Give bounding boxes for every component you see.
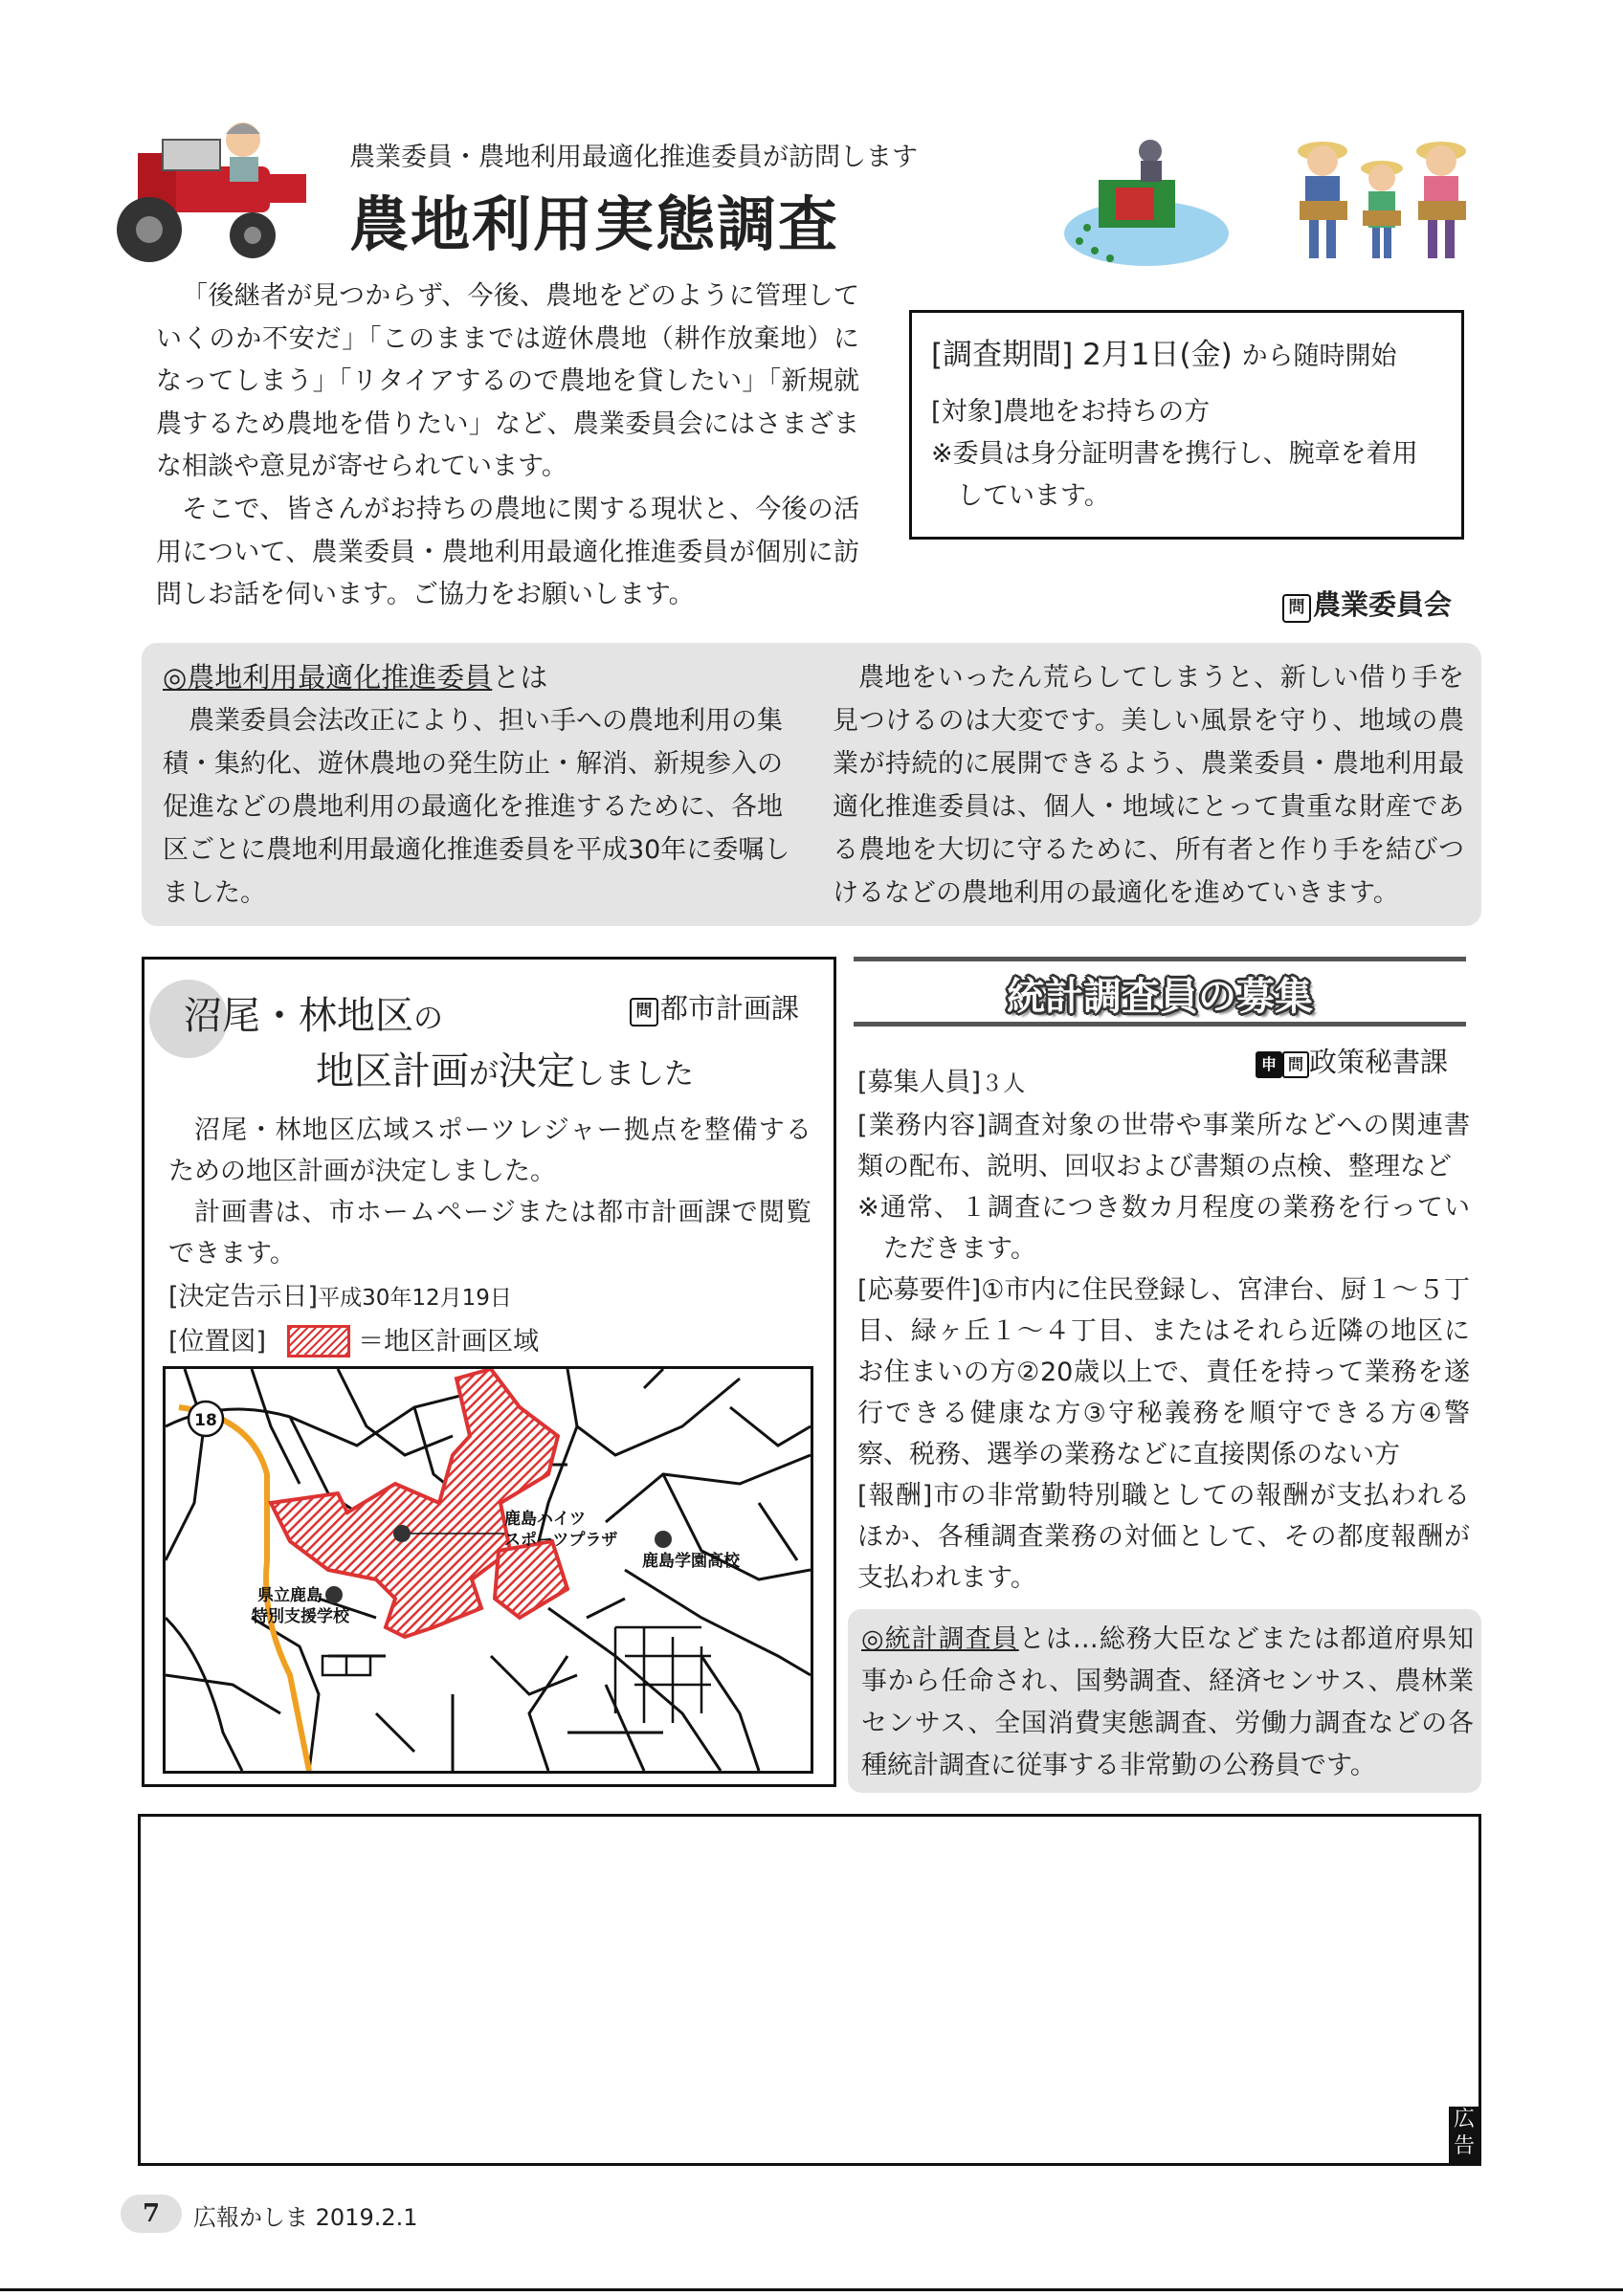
high-school-marker-icon — [655, 1531, 672, 1548]
advertisement-box — [138, 1814, 1481, 2166]
duty-description — [857, 1105, 1470, 1187]
article1-paragraph: 「後継者が見つからず、今後、農地をどのように管理していくのか不安だ」「このままでは遊休農地（耕作放棄地）になってしまう」「リタイアするので農地を貸したい」「新規就農するため農地を借りたい」など、農業委員会にはさまざまな相談や意見が寄せられています。 — [156, 281, 859, 482]
duty-label: [業務内容] — [857, 1111, 987, 1140]
article1-contact — [1282, 584, 1452, 623]
publication-name: 広報かしま — [193, 2204, 308, 2231]
route-number: 18 — [194, 1411, 217, 1430]
statistics-info-body: 総務大臣などまたは都道府県知事から任命され、国勢調査、経済センサス、農林業センサス、全国消費実態調査、労働力調査などの各種統計調査に従事する非常勤の公務員です。 — [861, 1624, 1475, 1780]
special-school-label: 特別支援学校 — [252, 1607, 349, 1626]
survey-period-value: 2月1日(金) — [1082, 338, 1233, 372]
district-plan-title-line1 — [184, 985, 443, 1040]
page-number: 7 — [121, 2195, 182, 2233]
title-ending: しました — [575, 1057, 694, 1092]
recruit-details — [857, 1062, 1470, 1599]
inquiry-icon: 問 — [1282, 1051, 1309, 1078]
statistics-info-heading: ◎統計調査員 — [861, 1624, 1019, 1654]
footer-publication — [193, 2198, 418, 2232]
high-school-label: 鹿島学園高校 — [642, 1552, 740, 1571]
inquiry-icon: 問 — [630, 998, 658, 1027]
committee-info-left — [163, 656, 794, 915]
committee-info-left-text: 農業委員会法改正により、担い手への農地利用の集積・集約化、遊休農地の発生防止・解消、新規参入の促進などの農地利用の最適化を推進するために、各地区ごとに農地利用最適化推進委員を平成30年に委嘱しました。 — [163, 706, 790, 908]
article2-paragraph: 計画書は、市ホームページまたは都市計画課で閲覧できます。 — [168, 1198, 812, 1269]
title-particle: が — [469, 1057, 499, 1092]
notice-date-value: 平成30年12月19日 — [318, 1286, 512, 1311]
map-grid — [322, 1627, 711, 1723]
title-word-decided: 決定 — [499, 1049, 575, 1093]
district-plan-area-south — [495, 1541, 567, 1618]
target-value: 農地をお持ちの方 — [1003, 397, 1211, 427]
requirements — [857, 1269, 1470, 1475]
advertisement-label: 広告 — [1449, 2107, 1479, 2164]
statistics-info-text — [861, 1619, 1474, 1787]
notice-date — [168, 1276, 812, 1319]
publication-date: 2019.2.1 — [315, 2204, 418, 2231]
footer-rule — [0, 2288, 1623, 2291]
article1-kicker: 農業委員・農地利用最適化推進委員が訪問します — [349, 143, 918, 172]
article3-contact-dept: 政策秘書課 — [1309, 1046, 1449, 1078]
recruit-count-value: ３人 — [981, 1071, 1026, 1096]
duty-note: ※通常、１調査につき数カ月程度の業務を行っていただきます。 — [857, 1193, 1470, 1264]
article1-contact-dept: 農業委員会 — [1313, 588, 1453, 621]
district-name: 沼尾・林地区 — [184, 994, 413, 1038]
rice-planter-illustration — [1060, 136, 1233, 270]
map-legend — [168, 1320, 539, 1358]
recruit-count — [857, 1062, 1470, 1105]
sports-plaza-marker-icon — [393, 1525, 411, 1542]
special-school-label: 県立鹿島 — [257, 1586, 322, 1605]
survey-period-label: [調査期間] — [931, 338, 1074, 372]
district-plan-title-line2 — [316, 1041, 694, 1095]
committee-info-heading-suffix: とは — [492, 661, 548, 694]
survey-period-box — [909, 310, 1464, 540]
article2-contact-dept: 都市計画課 — [660, 992, 800, 1025]
article1-paragraph: そこで、皆さんがお持ちの農地に関する現状と、今後の活用について、農業委員・農地利用最適化推進委員が個別に訪問しお話を伺います。ご協力をお願いします。 — [156, 494, 859, 610]
article2-body — [168, 1110, 812, 1319]
special-school-marker-icon — [325, 1586, 343, 1603]
sports-plaza-label: スポーツプラザ — [504, 1531, 618, 1550]
map-legend-text: ＝地区計画区域 — [358, 1327, 540, 1357]
article1-title: 農地利用実態調査 — [349, 189, 840, 259]
location-map — [163, 1366, 813, 1774]
compensation-value: 市の非常勤特別職としての報酬が支払われるほか、各種調査業務の対価として、その都度報酬が支払われます。 — [857, 1481, 1470, 1593]
survey-note: ※委員は身分証明書を携行し、腕章を着用しています。 — [931, 439, 1418, 511]
survey-period-suffix: から随時開始 — [1241, 342, 1397, 371]
apply-icon: 申 — [1256, 1051, 1282, 1078]
recruit-count-label: [募集人員] — [857, 1068, 982, 1097]
hatch-swatch-icon — [287, 1325, 350, 1358]
sports-plaza-label: 鹿島ハイツ — [504, 1510, 586, 1529]
recruit-rule-top — [854, 957, 1466, 961]
committee-info-heading: ◎農地利用最適化推進委員 — [163, 661, 493, 694]
compensation-label: [報酬] — [857, 1481, 933, 1511]
requirements-label: [応募要件] — [857, 1275, 982, 1305]
article2-paragraph: 沼尾・林地区広域スポーツレジャー拠点を整備するための地区計画が決定しました。 — [168, 1115, 812, 1186]
article2-contact — [630, 987, 799, 1027]
committee-info-right-text: 農地をいったん荒らしてしまうと、新しい借り手を見つけるのは大変です。美しい風景を守り、地域の農業が持続的に展開できるよう、農業委員・農地利用最適化推進委員は、個人・地域にとって貴重な財産である農地を大切に守るために、所有者と作り手を結びつけるなどの農地利用の最適化を進めていきます。 — [833, 663, 1464, 908]
recruit-rule-bottom — [854, 1022, 1466, 1027]
title-particle: の — [413, 1002, 443, 1036]
farmers-illustration — [1294, 134, 1470, 268]
article1-body — [156, 276, 859, 617]
recruit-title: 統計調査員の募集 — [1007, 975, 1313, 1019]
map-legend-label: [位置図] — [168, 1327, 267, 1357]
tractor-farmer-illustration — [100, 111, 310, 264]
compensation — [857, 1475, 1470, 1599]
requirements-value: ①市内に住民登録し、宮津台、厨１～５丁目、緑ヶ丘１～４丁目、またはそれら近隣の地区にお住まいの方②20歳以上で、責任を持って業務を遂行できる健康な方③守秘義務を順守できる方④警察、税務、選挙の業務などに直接関係のない方 — [857, 1275, 1470, 1469]
duty-value: 調査対象の世帯や事業所などへの関連書類の配布、説明、回収および書類の点検、整理など — [857, 1111, 1471, 1181]
statistics-info-heading-suffix: とは… — [1018, 1624, 1099, 1654]
inquiry-icon: 問 — [1282, 594, 1311, 623]
notice-date-label: [決定告示日] — [168, 1282, 319, 1312]
title-word-plan: 地区計画 — [316, 1049, 469, 1093]
target-label: [対象] — [931, 397, 1004, 427]
